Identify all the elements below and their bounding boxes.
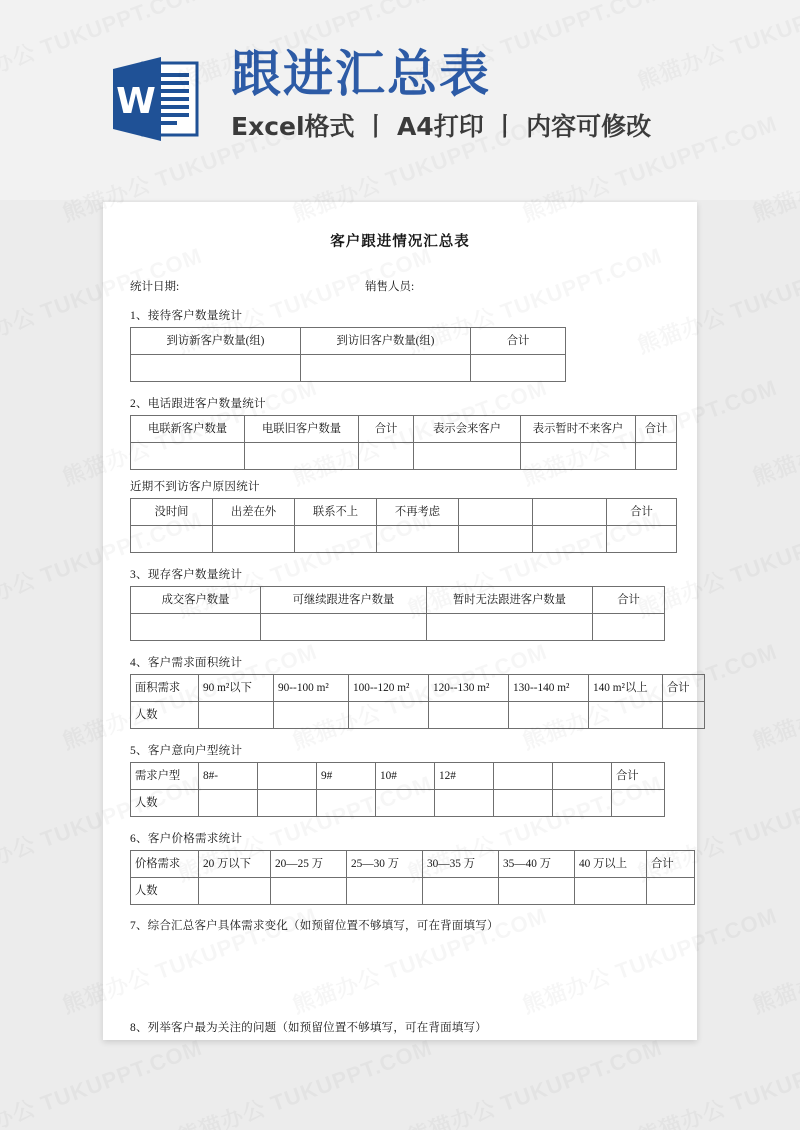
table-input-cell[interactable] bbox=[494, 790, 553, 817]
table-input-cell[interactable] bbox=[663, 702, 705, 729]
stat-date-label: 统计日期: bbox=[130, 281, 180, 293]
table-header-row bbox=[131, 416, 677, 443]
watermark-text bbox=[173, 1031, 436, 1130]
table-row bbox=[131, 443, 677, 470]
table-header-cell: 40 万以上 bbox=[575, 851, 647, 878]
table-header-row bbox=[131, 328, 566, 355]
table-header-cell bbox=[533, 499, 607, 526]
section-6 bbox=[103, 830, 697, 905]
word-logo-icon bbox=[105, 49, 205, 149]
document-page bbox=[103, 202, 697, 1040]
table-input-cell[interactable] bbox=[533, 526, 607, 553]
section-1-label: 1、接待客户数量统计 bbox=[130, 310, 243, 322]
table-input-cell[interactable] bbox=[131, 443, 245, 470]
table-header-row bbox=[131, 499, 677, 526]
table-input-cell[interactable] bbox=[589, 702, 663, 729]
table-input-cell[interactable] bbox=[131, 355, 301, 382]
table-header-cell: 表示暂时不来客户 bbox=[521, 416, 636, 443]
table-input-cell[interactable] bbox=[471, 355, 566, 382]
table-input-cell[interactable] bbox=[575, 878, 647, 905]
table-input-cell[interactable] bbox=[274, 702, 349, 729]
section-6-table bbox=[130, 850, 695, 905]
table-row bbox=[131, 614, 665, 641]
table-header-cell: 可继续跟进客户数量 bbox=[261, 587, 427, 614]
table-header-cell: 130--140 m² bbox=[509, 675, 589, 702]
section-8 bbox=[103, 1019, 697, 1035]
salesperson-label: 销售人员: bbox=[365, 281, 415, 293]
table-input-cell[interactable] bbox=[423, 878, 499, 905]
watermark-text bbox=[748, 371, 800, 492]
table-header-cell: 出差在外 bbox=[213, 499, 295, 526]
section-2-table bbox=[130, 415, 677, 470]
section-3-table bbox=[130, 586, 665, 641]
section-5-label: 5、客户意向户型统计 bbox=[130, 745, 243, 757]
table-input-cell[interactable] bbox=[349, 702, 429, 729]
table-row bbox=[131, 878, 695, 905]
table-header-cell bbox=[553, 763, 612, 790]
watermark-text bbox=[633, 1031, 800, 1130]
table-header-cell: 电联新客户数量 bbox=[131, 416, 245, 443]
table-input-cell[interactable] bbox=[301, 355, 471, 382]
section-3 bbox=[103, 566, 697, 641]
watermark-text bbox=[403, 1031, 666, 1130]
table-row bbox=[131, 790, 665, 817]
table-header-cell: 合计 bbox=[636, 416, 677, 443]
table-header-cell: 合计 bbox=[471, 328, 566, 355]
meta-row bbox=[103, 278, 697, 294]
table-row bbox=[131, 526, 677, 553]
svg-text:W: W bbox=[116, 81, 156, 122]
table-input-cell[interactable] bbox=[347, 878, 423, 905]
table-header-cell: 120--130 m² bbox=[429, 675, 509, 702]
section-2-label: 2、电话跟进客户数量统计 bbox=[130, 398, 266, 410]
table-header-cell: 暂时无法跟进客户数量 bbox=[427, 587, 593, 614]
table-header-cell: 8#- bbox=[199, 763, 258, 790]
table-input-cell[interactable] bbox=[521, 443, 636, 470]
table-input-cell[interactable] bbox=[199, 702, 274, 729]
table-header-cell: 25—30 万 bbox=[347, 851, 423, 878]
table-header-cell: 10# bbox=[376, 763, 435, 790]
table-header-cell: 合计 bbox=[359, 416, 414, 443]
table-input-cell[interactable] bbox=[607, 526, 677, 553]
watermark-text bbox=[748, 635, 800, 756]
table-header-cell: 不再考虑 bbox=[377, 499, 459, 526]
section-reasons-table bbox=[130, 498, 677, 553]
section-1 bbox=[103, 307, 697, 382]
section-4-label: 4、客户需求面积统计 bbox=[130, 657, 243, 669]
paragraph-7: 7、综合汇总客户具体需求变化（如预留位置不够填写，可在背面填写） bbox=[130, 920, 499, 932]
table-header-cell bbox=[459, 499, 533, 526]
table-header-cell: 到访旧客户数量(组) bbox=[301, 328, 471, 355]
table-input-cell[interactable] bbox=[377, 526, 459, 553]
table-input-cell[interactable] bbox=[499, 878, 575, 905]
banner-subtitle: Excel格式 丨 A4打印 丨 内容可修改 bbox=[231, 112, 652, 141]
row-header-cell: 人数 bbox=[131, 878, 199, 905]
table-header-cell: 30—35 万 bbox=[423, 851, 499, 878]
table-header-row bbox=[131, 763, 665, 790]
section-4 bbox=[103, 654, 697, 729]
section-3-label: 3、现存客户数量统计 bbox=[130, 569, 243, 581]
watermark-text bbox=[748, 899, 800, 1020]
row-header-cell: 价格需求 bbox=[131, 851, 199, 878]
section-reasons-label: 近期不到访客户原因统计 bbox=[130, 481, 260, 493]
table-input-cell[interactable] bbox=[435, 790, 494, 817]
page-title: 客户跟进情况汇总表 bbox=[330, 234, 470, 250]
table-input-cell[interactable] bbox=[245, 443, 359, 470]
section-reasons bbox=[103, 478, 697, 553]
table-header-cell: 合计 bbox=[607, 499, 677, 526]
row-header-cell: 需求户型 bbox=[131, 763, 199, 790]
table-input-cell[interactable] bbox=[295, 526, 377, 553]
table-input-cell[interactable] bbox=[553, 790, 612, 817]
table-input-cell[interactable] bbox=[429, 702, 509, 729]
table-header-cell: 90--100 m² bbox=[274, 675, 349, 702]
banner-title: 跟进汇总表 bbox=[231, 45, 491, 103]
paragraph-8: 8、列举客户最为关注的问题（如预留位置不够填写，可在背面填写） bbox=[130, 1022, 487, 1034]
row-header-cell: 面积需求 bbox=[131, 675, 199, 702]
table-input-cell[interactable] bbox=[271, 878, 347, 905]
table-header-cell: 合计 bbox=[593, 587, 665, 614]
table-input-cell[interactable] bbox=[612, 790, 665, 817]
table-header-cell: 35—40 万 bbox=[499, 851, 575, 878]
table-input-cell[interactable] bbox=[258, 790, 317, 817]
section-5 bbox=[103, 742, 697, 817]
table-header-cell: 电联旧客户数量 bbox=[245, 416, 359, 443]
table-input-cell[interactable] bbox=[131, 614, 261, 641]
table-input-cell[interactable] bbox=[509, 702, 589, 729]
section-2 bbox=[103, 395, 697, 470]
table-input-cell[interactable] bbox=[636, 443, 677, 470]
section-1-table bbox=[130, 327, 566, 382]
table-header-cell: 9# bbox=[317, 763, 376, 790]
table-header-cell: 合计 bbox=[647, 851, 695, 878]
table-header-cell: 合计 bbox=[612, 763, 665, 790]
table-input-cell[interactable] bbox=[459, 526, 533, 553]
header-banner bbox=[0, 0, 800, 200]
table-input-cell[interactable] bbox=[199, 878, 271, 905]
table-input-cell[interactable] bbox=[213, 526, 295, 553]
table-row bbox=[131, 702, 705, 729]
table-header-cell: 90 m²以下 bbox=[199, 675, 274, 702]
table-input-cell[interactable] bbox=[359, 443, 414, 470]
table-header-cell: 表示会来客户 bbox=[414, 416, 521, 443]
row-header-cell: 人数 bbox=[131, 790, 199, 817]
table-header-row bbox=[131, 675, 705, 702]
document-body bbox=[103, 202, 697, 1040]
table-input-cell[interactable] bbox=[376, 790, 435, 817]
section-7 bbox=[103, 917, 697, 933]
table-input-cell[interactable] bbox=[131, 526, 213, 553]
table-input-cell[interactable] bbox=[317, 790, 376, 817]
table-header-cell: 联系不上 bbox=[295, 499, 377, 526]
table-input-cell[interactable] bbox=[414, 443, 521, 470]
table-header-cell: 20—25 万 bbox=[271, 851, 347, 878]
table-header-row bbox=[131, 587, 665, 614]
watermark-text bbox=[0, 1031, 206, 1130]
table-header-cell bbox=[494, 763, 553, 790]
section-5-table bbox=[130, 762, 665, 817]
table-input-cell[interactable] bbox=[199, 790, 258, 817]
table-header-cell: 到访新客户数量(组) bbox=[131, 328, 301, 355]
table-header-cell: 140 m²以上 bbox=[589, 675, 663, 702]
table-header-row bbox=[131, 851, 695, 878]
table-header-cell: 没时间 bbox=[131, 499, 213, 526]
table-header-cell: 合计 bbox=[663, 675, 705, 702]
table-input-cell[interactable] bbox=[261, 614, 427, 641]
table-input-cell[interactable] bbox=[427, 614, 593, 641]
table-input-cell[interactable] bbox=[647, 878, 695, 905]
section-6-label: 6、客户价格需求统计 bbox=[130, 833, 243, 845]
table-input-cell[interactable] bbox=[593, 614, 665, 641]
row-header-cell: 人数 bbox=[131, 702, 199, 729]
table-header-cell: 100--120 m² bbox=[349, 675, 429, 702]
section-4-table bbox=[130, 674, 705, 729]
table-header-cell bbox=[258, 763, 317, 790]
table-header-cell: 12# bbox=[435, 763, 494, 790]
table-row bbox=[131, 355, 566, 382]
table-header-cell: 20 万以下 bbox=[199, 851, 271, 878]
table-header-cell: 成交客户数量 bbox=[131, 587, 261, 614]
